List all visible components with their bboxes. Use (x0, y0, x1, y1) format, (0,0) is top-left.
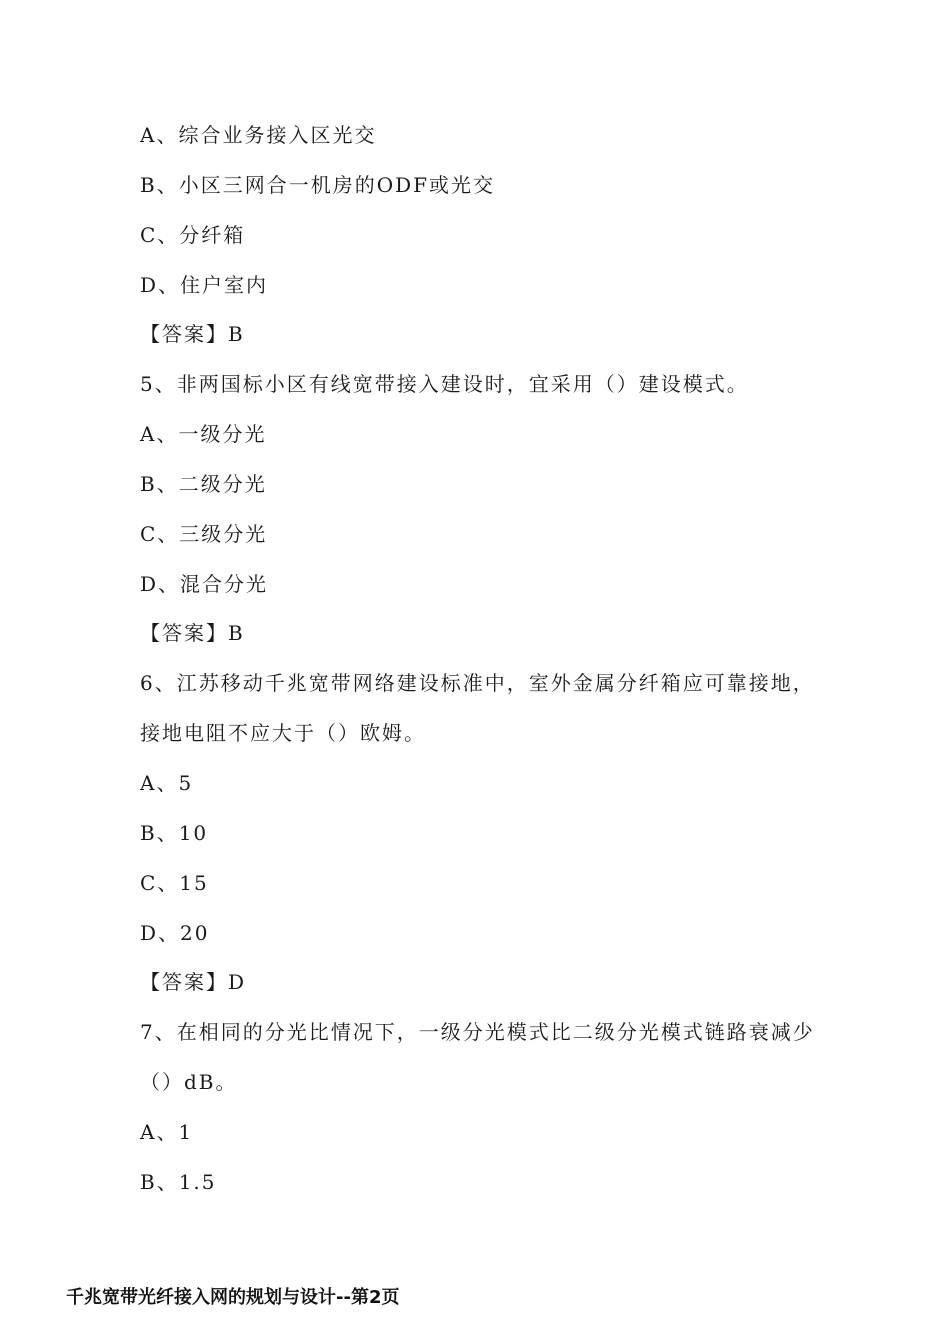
question-5: 5、非两国标小区有线宽带接入建设时，宜采用（）建设模式。 (140, 372, 749, 396)
option-d-q5: D、混合分光 (140, 572, 269, 596)
option-b-q7: B、1.5 (140, 1170, 217, 1194)
option-a-q5: A、一级分光 (140, 422, 267, 446)
option-d-q4: D、住户室内 (140, 273, 269, 297)
option-b-q4: B、小区三网合一机房的ODF或光交 (140, 173, 496, 197)
question-7-line-1: 7、在相同的分光比情况下，一级分光模式比二级分光模式链路衰减少 (140, 1020, 815, 1044)
option-a-q7: A、1 (140, 1120, 194, 1144)
answer-q5: 【答案】B (140, 621, 245, 645)
page-footer: 千兆宽带光纤接入网的规划与设计--第2页 (66, 1287, 400, 1308)
option-a-q4: A、综合业务接入区光交 (140, 123, 377, 147)
option-c-q4: C、分纤箱 (140, 223, 246, 247)
answer-q4: 【答案】B (140, 322, 245, 346)
question-7-line-2: （）dB。 (140, 1070, 238, 1094)
option-b-q5: B、二级分光 (140, 472, 267, 496)
question-6-line-1: 6、江苏移动千兆宽带网络建设标准中，室外金属分纤箱应可靠接地， (140, 671, 815, 695)
option-b-q6: B、10 (140, 821, 209, 845)
option-a-q6: A、5 (140, 771, 194, 795)
option-c-q5: C、三级分光 (140, 522, 268, 546)
question-6-line-2: 接地电阻不应大于（）欧姆。 (140, 721, 426, 745)
option-c-q6: C、15 (140, 871, 209, 895)
answer-q6: 【答案】D (140, 970, 247, 994)
option-d-q6: D、20 (140, 921, 210, 945)
